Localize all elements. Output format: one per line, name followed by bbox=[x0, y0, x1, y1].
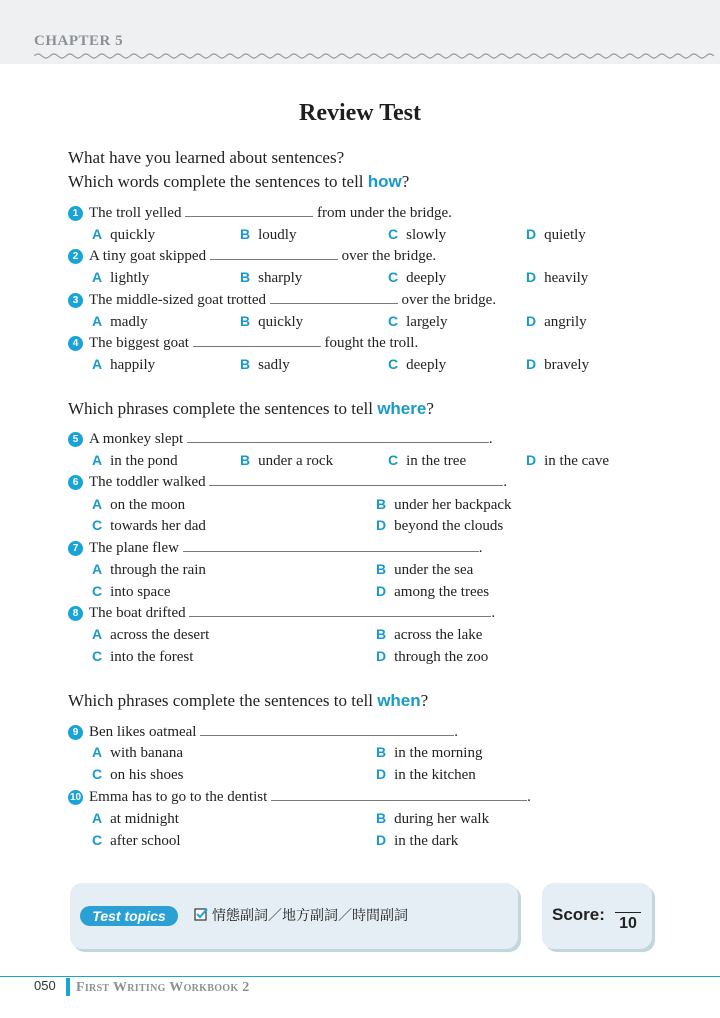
question-text-after: . bbox=[527, 789, 531, 805]
option-9b[interactable]: B in the morning bbox=[376, 744, 483, 761]
question-text-after: over the bridge. bbox=[337, 248, 437, 264]
question-6 bbox=[68, 471, 507, 491]
question-text-after: . bbox=[478, 540, 483, 556]
question-text-after: from under the bridge. bbox=[313, 205, 452, 221]
option-8a[interactable]: A across the desert bbox=[92, 626, 210, 643]
option-8b[interactable]: B across the lake bbox=[376, 626, 483, 643]
question-text-before: A monkey slept bbox=[89, 431, 187, 447]
intro-line-2 bbox=[68, 172, 409, 192]
answer-blank[interactable] bbox=[270, 289, 398, 304]
question-text-before: A tiny goat skipped bbox=[89, 248, 210, 264]
checkbox-checked-icon bbox=[194, 908, 208, 922]
option-1a[interactable]: A quickly bbox=[92, 226, 156, 243]
option-7a[interactable]: A through the rain bbox=[92, 561, 206, 578]
question-number: 9 bbox=[68, 725, 83, 740]
question-text-after: over the bridge. bbox=[397, 292, 497, 308]
option-5b[interactable]: B under a rock bbox=[240, 452, 334, 469]
question-1 bbox=[68, 202, 452, 222]
option-6a[interactable]: A on the moon bbox=[92, 496, 186, 513]
question-3 bbox=[68, 289, 496, 309]
answer-blank[interactable] bbox=[209, 471, 503, 486]
option-1d[interactable]: D quietly bbox=[526, 226, 586, 243]
option-10d[interactable]: D in the dark bbox=[376, 832, 459, 849]
question-text-before: The middle-sized goat trotted bbox=[89, 292, 270, 308]
chapter-header-band bbox=[0, 0, 720, 64]
question-text-before: The toddler walked bbox=[89, 474, 210, 490]
question-number: 6 bbox=[68, 475, 83, 490]
option-3b[interactable]: B quickly bbox=[240, 313, 304, 330]
question-text-before: The plane flew bbox=[89, 540, 183, 556]
question-number: 7 bbox=[68, 541, 83, 556]
answer-blank[interactable] bbox=[189, 602, 491, 617]
option-3c[interactable]: C largely bbox=[388, 313, 448, 330]
intro-line-2-prefix: Which words complete the sentences to tell bbox=[68, 172, 368, 191]
option-10a[interactable]: A at midnight bbox=[92, 810, 179, 827]
option-3a[interactable]: A madly bbox=[92, 313, 148, 330]
option-6d[interactable]: D beyond the clouds bbox=[376, 517, 504, 534]
option-9d[interactable]: D in the kitchen bbox=[376, 766, 476, 783]
intro-line-2-suffix: ? bbox=[401, 172, 410, 191]
question-number: 3 bbox=[68, 293, 83, 308]
answer-blank[interactable] bbox=[200, 721, 454, 736]
wave-divider bbox=[34, 52, 720, 60]
question-text-after: . bbox=[488, 431, 493, 447]
question-text-before: The boat drifted bbox=[89, 605, 190, 621]
question-number: 5 bbox=[68, 432, 83, 447]
answer-blank[interactable] bbox=[183, 537, 479, 552]
question-10 bbox=[68, 786, 531, 806]
question-9 bbox=[68, 721, 458, 741]
test-topics-box bbox=[70, 883, 518, 949]
question-text-before: Ben likes oatmeal bbox=[89, 724, 201, 740]
keyword-when: when bbox=[377, 691, 421, 710]
question-text-after: . bbox=[491, 605, 496, 621]
question-number: 2 bbox=[68, 249, 83, 264]
keyword-where: where bbox=[377, 399, 427, 418]
option-4b[interactable]: B sadly bbox=[240, 356, 290, 373]
book-title: First Writing Workbook 2 bbox=[76, 980, 250, 995]
question-text-after: . bbox=[503, 474, 508, 490]
question-text-before: The biggest goat bbox=[89, 335, 193, 351]
option-4a[interactable]: A happily bbox=[92, 356, 156, 373]
option-10b[interactable]: B during her walk bbox=[376, 810, 490, 827]
option-6c[interactable]: C towards her dad bbox=[92, 517, 206, 534]
answer-blank[interactable] bbox=[193, 332, 321, 347]
question-text-after: fought the troll. bbox=[320, 335, 419, 351]
option-2c[interactable]: C deeply bbox=[388, 269, 447, 286]
option-5c[interactable]: C in the tree bbox=[388, 452, 467, 469]
option-7c[interactable]: C into space bbox=[92, 583, 171, 600]
option-1c[interactable]: C slowly bbox=[388, 226, 447, 243]
keyword-how: how bbox=[367, 172, 402, 191]
option-3d[interactable]: D angrily bbox=[526, 313, 587, 330]
option-4c[interactable]: C deeply bbox=[388, 356, 447, 373]
option-7b[interactable]: B under the sea bbox=[376, 561, 474, 578]
score-fraction-line bbox=[615, 912, 641, 913]
footer-accent-bar bbox=[66, 978, 70, 996]
section-where-heading: Which phrases complete the sentences to tell where? bbox=[68, 399, 434, 418]
score-box bbox=[542, 883, 652, 949]
answer-blank[interactable] bbox=[271, 786, 527, 801]
option-2a[interactable]: A lightly bbox=[92, 269, 150, 286]
chapter-label: CHAPTER 5 bbox=[34, 33, 124, 49]
score-label: Score: bbox=[552, 905, 605, 924]
question-number: 4 bbox=[68, 336, 83, 351]
answer-blank[interactable] bbox=[185, 202, 313, 217]
test-topics-text: 情態副詞／地方副詞／時間副詞 bbox=[212, 908, 408, 924]
option-8c[interactable]: C into the forest bbox=[92, 648, 194, 665]
option-5a[interactable]: A in the pond bbox=[92, 452, 178, 469]
option-6b[interactable]: B under her backpack bbox=[376, 496, 512, 513]
option-2d[interactable]: D heavily bbox=[526, 269, 589, 286]
option-2b[interactable]: B sharply bbox=[240, 269, 303, 286]
question-number: 8 bbox=[68, 606, 83, 621]
test-topics-badge: Test topics bbox=[80, 906, 178, 926]
option-1b[interactable]: B loudly bbox=[240, 226, 297, 243]
answer-blank[interactable] bbox=[210, 245, 338, 260]
footer-divider bbox=[0, 976, 720, 977]
question-7 bbox=[68, 537, 482, 557]
option-8d[interactable]: D through the zoo bbox=[376, 648, 489, 665]
question-number: 10 bbox=[69, 792, 82, 803]
option-9c[interactable]: C on his shoes bbox=[92, 766, 184, 783]
answer-blank[interactable] bbox=[187, 428, 489, 443]
question-8 bbox=[68, 602, 495, 622]
question-text-before: Emma has to go to the dentist bbox=[89, 789, 272, 805]
question-5 bbox=[68, 428, 493, 448]
page-number: 050 bbox=[34, 978, 56, 993]
page-title: Review Test bbox=[299, 100, 421, 126]
option-9a[interactable]: A with banana bbox=[92, 744, 184, 761]
option-10c[interactable]: C after school bbox=[92, 832, 181, 849]
section-when-heading: Which phrases complete the sentences to tell when? bbox=[68, 691, 429, 710]
option-4d[interactable]: D bravely bbox=[526, 356, 590, 373]
score-max: 10 bbox=[619, 915, 637, 932]
option-7d[interactable]: D among the trees bbox=[376, 583, 490, 600]
option-5d[interactable]: D in the cave bbox=[526, 452, 610, 469]
intro-line-1: What have you learned about sentences? bbox=[68, 148, 345, 167]
question-text-after: . bbox=[454, 724, 458, 740]
question-number: 1 bbox=[68, 206, 83, 221]
question-text-before: The troll yelled bbox=[89, 205, 186, 221]
question-4 bbox=[68, 332, 418, 352]
question-2 bbox=[68, 245, 436, 265]
